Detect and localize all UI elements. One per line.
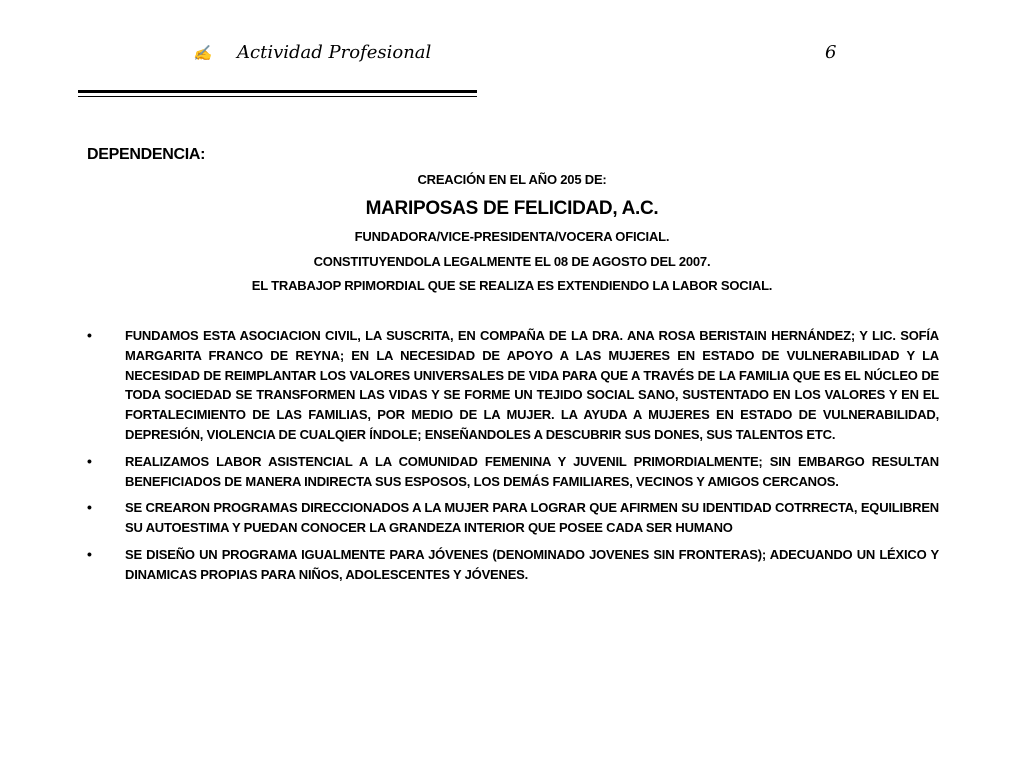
header-rule-thin xyxy=(78,96,477,97)
header-title: Actividad Profesional xyxy=(237,42,432,63)
page-number: 6 xyxy=(825,42,837,63)
list-item-text: SE CREARON PROGRAMAS DIRECCIONADOS A LA MUJER PARA LOGRAR QUE AFIRMEN SU IDENTIDAD COTRRECTA, EQUILIBREN SU AUTOESTIMA Y PUEDAN CONOCER LA GRANDEZA INTERIOR QUE POSEE CADA SER HUMANO xyxy=(125,500,939,536)
writing-hand-icon: ✍ xyxy=(193,44,212,62)
bullet-list xyxy=(87,326,939,592)
intro-line-1: CREACIÓN EN EL AÑO 205 DE: xyxy=(417,172,607,187)
list-item-text: FUNDAMOS ESTA ASOCIACION CIVIL, LA SUSCRITA, EN COMPAÑA DE LA DRA. ANA ROSA BERISTAIN HERNÁNDEZ; Y LIC. SOFÍA MARGARITA FRANCO DE REYNA; EN LA NECESIDAD DE APOYO A LAS MUJERES EN ESTADO DE VULNERABILIDAD Y LA NECESIDAD DE REIMPLANTAR LOS VALORES UNIVERSALES DE VIDA PARA QUE A TRAVÉS DE LA FAMILIA QUE ES EL NÚCLEO DE TODA SOCIEDAD SE TRANSFORMEN LAS VIDAS Y SE FORME UN TEJIDO SOCIAL SANO, SUSTENTADO EN LOS VALORES Y EN EL FORTALECIMIENTO DE LAS FAMILIAS, POR MEDIO DE LA MUJER. LA AYUDA A MUJERES EN ESTADO DE VULNERABILIDAD, DEPRESIÓN, VIOLENCIA DE CUALQIER ÍNDOLE; ENSEÑANDOLES A DESCUBRIR SUS DONES, SUS TALENTOS ETC. xyxy=(125,328,939,442)
list-item-text: SE DISEÑO UN PROGRAMA IGUALMENTE PARA JÓVENES (DENOMINADO JOVENES SIN FRONTERAS); ADECUANDO UN LÉXICO Y DINAMICAS PROPIAS PARA NIÑOS, ADOLESCENTES Y JÓVENES. xyxy=(125,546,939,582)
list-item-text: REALIZAMOS LABOR ASISTENCIAL A LA COMUNIDAD FEMENINA Y JUVENIL PRIMORDIALMENTE; SIN EMBARGO RESULTAN BENEFICIADOS DE MANERA INDIRECTA SUS ESPOSOS, LOS DEMÁS FAMILIARES, VECINOS Y AMIGOS CERCANOS. xyxy=(125,453,939,489)
bullet-icon: • xyxy=(87,452,92,469)
page-header xyxy=(0,40,1024,70)
list-item xyxy=(87,452,939,492)
organization-name: MARIPOSAS DE FELICIDAD, A.C. xyxy=(365,198,659,219)
section-label: DEPENDENCIA: xyxy=(87,146,206,163)
intro-line-3: FUNDADORA/VICE-PRESIDENTA/VOCERA OFICIAL. xyxy=(354,229,670,244)
list-item xyxy=(87,498,939,538)
header-rule-thick xyxy=(78,90,477,93)
bullet-icon: • xyxy=(87,327,92,343)
bullet-icon: • xyxy=(87,545,92,562)
intro-line-4: CONSTITUYENDOLA LEGALMENTE EL 08 DE AGOSTO DEL 2007. xyxy=(313,254,711,269)
bullet-icon: • xyxy=(87,499,92,516)
intro-line-5: EL TRABAJOP RPIMORDIAL QUE SE REALIZA ES EXTENDIENDO LA LABOR SOCIAL. xyxy=(251,278,773,293)
list-item xyxy=(87,326,939,445)
list-item xyxy=(87,545,939,585)
